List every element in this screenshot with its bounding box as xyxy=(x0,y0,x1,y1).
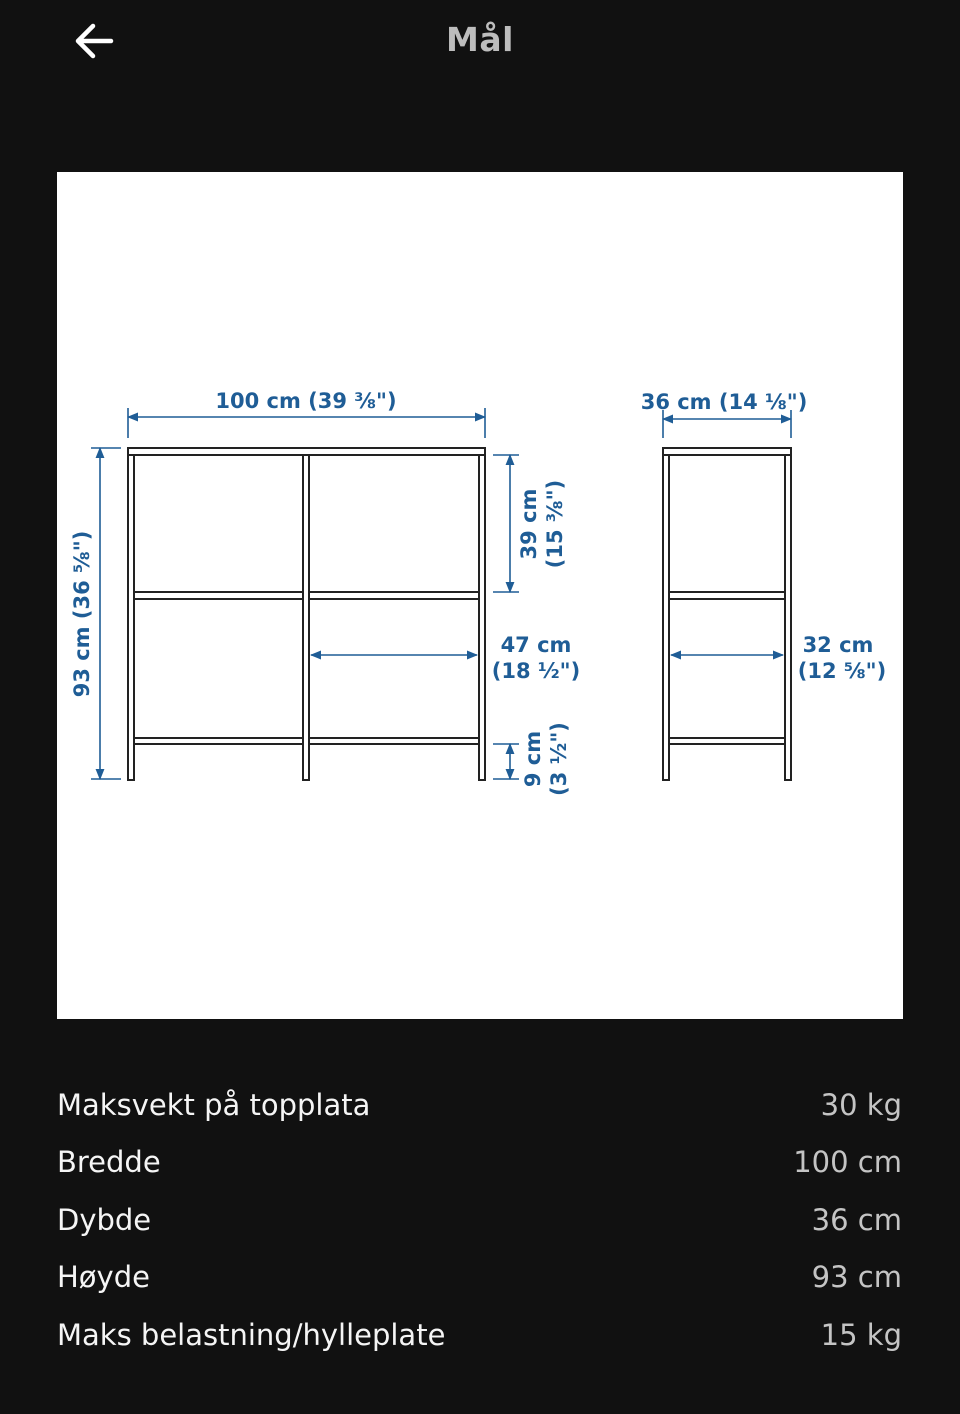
side-view-shelf xyxy=(663,448,791,780)
bottom-clearance-cm-label: 9 cm xyxy=(521,730,545,788)
spec-label: Maksvekt på topplata xyxy=(57,1087,371,1122)
spec-label: Høyde xyxy=(57,1260,150,1295)
shelf-depth-cm-label: 32 cm xyxy=(802,633,874,657)
bottom-clearance-in-label: (3 ½") xyxy=(547,722,571,796)
spec-value: 30 kg xyxy=(820,1087,902,1122)
spec-row xyxy=(57,1134,902,1192)
front-view-shelf xyxy=(128,448,485,780)
spec-label: Dybde xyxy=(57,1202,152,1237)
spec-label: Maks belastning/hylleplate xyxy=(57,1317,446,1352)
spec-row xyxy=(57,1191,902,1249)
compartment-width-cm-label: 47 cm xyxy=(500,633,572,657)
spec-value: 36 cm xyxy=(811,1202,902,1237)
spec-label: Bredde xyxy=(57,1145,161,1180)
spec-value: 93 cm xyxy=(811,1260,902,1295)
top-app-bar xyxy=(0,0,960,84)
top-section-height-cm-label: 39 cm xyxy=(517,488,541,560)
compartment-width-in-label: (18 ½") xyxy=(491,659,581,683)
spec-value: 15 kg xyxy=(820,1317,902,1352)
spec-row xyxy=(57,1249,902,1307)
dimension-drawing xyxy=(57,172,903,1019)
side-depth-label: 36 cm (14 ⅛") xyxy=(640,390,808,414)
front-height-label: 93 cm (36 ⅝") xyxy=(70,530,94,698)
specifications-list xyxy=(57,1076,902,1364)
top-section-height-in-label: (15 ⅜") xyxy=(543,479,567,569)
spec-row xyxy=(57,1076,902,1134)
spec-row xyxy=(57,1306,902,1364)
shelf-depth-in-label: (12 ⅝") xyxy=(797,659,887,683)
page-title: Mål xyxy=(446,20,514,59)
front-width-label: 100 cm (39 ⅜") xyxy=(215,389,397,413)
spec-value: 100 cm xyxy=(793,1145,902,1180)
